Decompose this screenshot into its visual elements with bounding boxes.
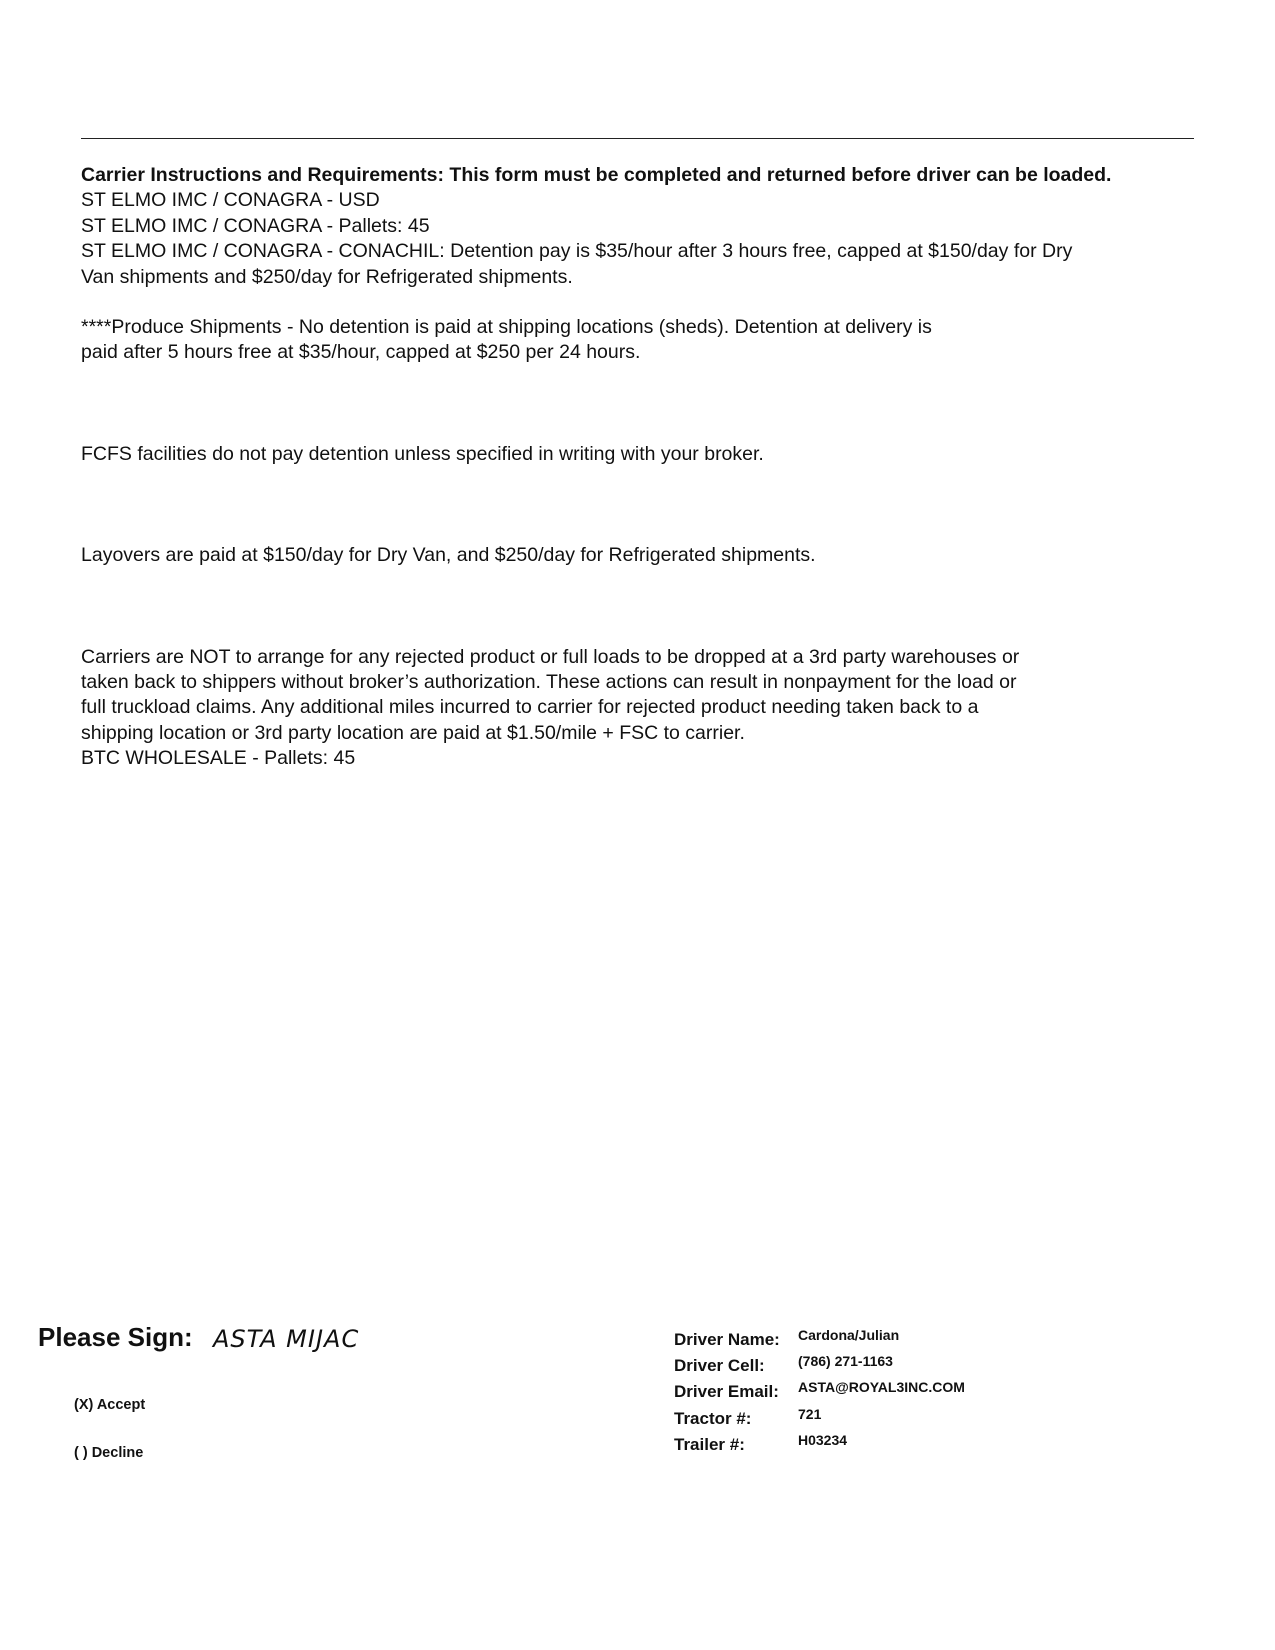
carrier-instructions	[81, 163, 1201, 772]
decline-option[interactable]: ( ) Decline	[74, 1445, 144, 1461]
instruction-line: ST ELMO IMC / CONAGRA - USD	[81, 189, 380, 212]
spacer	[81, 569, 1201, 645]
rejected-line: taken back to shippers without broker’s authorization. These actions can result in nonpayment for the load or	[81, 671, 1017, 694]
instruction-line: ST ELMO IMC / CONAGRA - Pallets: 45	[81, 214, 430, 237]
header-divider	[81, 138, 1194, 139]
trailer-value: H03234	[798, 1431, 848, 1448]
driver-name-value: Cardona/Julian	[798, 1327, 900, 1343]
signature-field[interactable]: ASTA MIJAC	[213, 1325, 360, 1353]
produce-line: ****Produce Shipments - No detention is paid at shipping locations (sheds). Detention at delivery is	[81, 316, 932, 339]
instruction-line: Van shipments and $250/day for Refrigerated shipments.	[81, 265, 573, 288]
instructions-heading: Carrier Instructions and Requirements: This form must be completed and returned before driver can be loaded.	[81, 164, 1112, 186]
spacer	[81, 366, 1201, 442]
accept-option[interactable]: (X) Accept	[74, 1397, 146, 1413]
driver-cell-label: Driver Cell:	[674, 1356, 765, 1376]
trailer-label: Trailer #:	[674, 1434, 745, 1454]
driver-name-label: Driver Name:	[674, 1330, 780, 1349]
instruction-line: ST ELMO IMC / CONAGRA - CONACHIL: Detention pay is $35/hour after 3 hours free, capped at $150/day for Dry	[81, 240, 1073, 263]
rejected-line: Carriers are NOT to arrange for any rejected product or full loads to be dropped at a 3rd party warehouses or	[81, 645, 1020, 668]
btc-wholesale-line: BTC WHOLESALE - Pallets: 45	[81, 747, 356, 770]
fcfs-line: FCFS facilities do not pay detention unless specified in writing with your broker.	[81, 442, 764, 465]
rejected-line: shipping location or 3rd party location are paid at $1.50/mile + FSC to carrier.	[81, 721, 745, 744]
rejected-line: full truckload claims. Any additional miles incurred to carrier for rejected product needing taken back to a	[81, 696, 979, 719]
spacer	[81, 290, 1201, 315]
driver-cell-value: (786) 271-1163	[798, 1353, 893, 1370]
driver-email-label: Driver Email:	[674, 1382, 779, 1402]
layovers-line: Layovers are paid at $150/day for Dry Van, and $250/day for Refrigerated shipments.	[81, 544, 816, 567]
produce-line: paid after 5 hours free at $35/hour, capped at $250 per 24 hours.	[81, 341, 641, 364]
please-sign-label: Please Sign:	[38, 1322, 193, 1352]
spacer	[81, 467, 1201, 543]
tractor-value: 721	[798, 1405, 822, 1422]
tractor-label: Tractor #:	[674, 1408, 752, 1428]
driver-email-value: ASTA@ROYAL3INC.COM	[798, 1379, 965, 1396]
